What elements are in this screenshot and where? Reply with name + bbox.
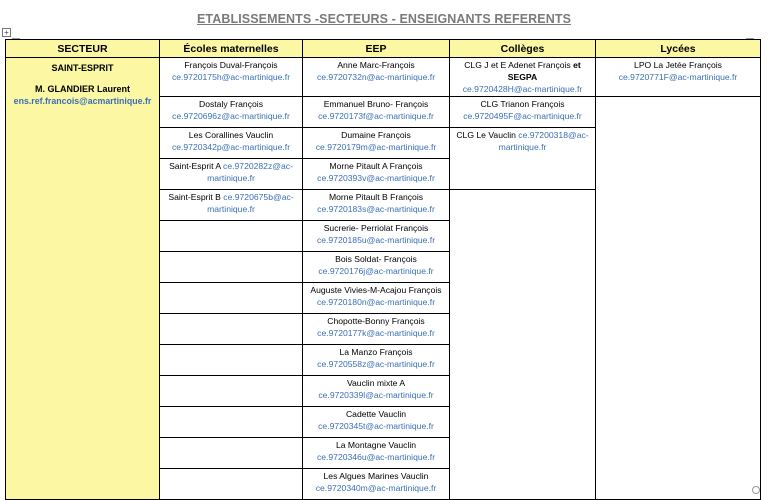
lycee-cell <box>596 58 761 97</box>
school-name: Morne Pitault A François <box>329 161 423 171</box>
header-maternelles: Écoles maternelles <box>160 40 303 58</box>
referent-email-link[interactable]: ens.ref.francois@acmartinique.fr <box>13 96 152 106</box>
school-name: Les Algues Marines Vauclin <box>323 471 429 481</box>
maternelle-empty-cell <box>160 407 303 438</box>
maternelle-cell <box>160 159 303 190</box>
school-name: Saint-Esprit B <box>168 192 221 202</box>
school-name: Cadette Vauclin <box>345 409 407 419</box>
document-title: ETABLISSEMENTS -SECTEURS - ENSEIGNANTS REFERENTS <box>196 12 572 26</box>
school-email-link[interactable]: ce.9720771F@ac-martinique.fr <box>618 72 738 82</box>
header-secteur: SECTEUR <box>6 40 160 58</box>
maternelle-empty-cell <box>160 438 303 469</box>
school-email-link[interactable]: ce.9720183s@ac-martinique.fr <box>317 204 435 214</box>
header-row <box>6 40 761 58</box>
school-email-link[interactable]: ce.9720345t@ac-martinique.fr <box>318 421 434 431</box>
eep-cell <box>303 159 450 190</box>
school-email-link[interactable]: ce.9720558z@ac-martinique.fr <box>317 359 435 369</box>
header-lycees: Lycées <box>596 40 761 58</box>
school-name: Vauclin mixte A <box>346 378 406 388</box>
school-email-link[interactable]: ce.9720342p@ac-martinique.fr <box>171 142 291 152</box>
school-name: François Duval-François <box>184 60 278 70</box>
school-name: Bois Soldat- François <box>335 254 417 264</box>
eep-cell <box>303 252 450 283</box>
school-name: Saint-Esprit A <box>169 161 221 171</box>
maternelle-cell <box>160 190 303 221</box>
maternelle-empty-cell <box>160 283 303 314</box>
school-name: LPO La Jetée François <box>634 60 722 70</box>
school-name: La Montagne Vauclin <box>335 440 417 450</box>
referent-name: M. GLANDIER Laurent <box>34 84 130 94</box>
school-email-link[interactable]: ce.9720185u@ac-martinique.fr <box>316 235 436 245</box>
school-name-suffix: et SEGPA <box>507 60 581 82</box>
lycee-empty-cell <box>596 97 761 500</box>
eep-cell <box>303 221 450 252</box>
school-email-link[interactable]: ce.9720696z@ac-martinique.fr <box>172 111 290 121</box>
school-name: Dostaly François <box>199 99 263 109</box>
school-name: Auguste Vivies-M-Acajou François <box>310 285 442 295</box>
eep-cell <box>303 345 450 376</box>
school-name: Anne Marc-François <box>337 60 415 70</box>
school-name: CLG Trianon François <box>480 99 565 109</box>
college-cell <box>450 128 596 190</box>
school-email-link[interactable]: ce.9720180n@ac-martinique.fr <box>316 297 436 307</box>
school-email-link[interactable]: ce.9720177k@ac-martinique.fr <box>317 328 435 338</box>
college-empty-cell <box>450 190 596 500</box>
school-name: Chopotte-Bonny François <box>327 316 425 326</box>
school-email-link[interactable]: ce.9720176j@ac-martinique.fr <box>318 266 434 276</box>
school-name: Sucrerie- Perriolat François <box>323 223 429 233</box>
eep-cell <box>303 58 450 97</box>
eep-cell <box>303 376 450 407</box>
maternelle-empty-cell <box>160 345 303 376</box>
sector-name: SAINT-ESPRIT <box>51 63 114 73</box>
school-name: Morne Pitault B François <box>328 192 424 202</box>
school-email-link[interactable]: ce.9720495F@ac-martinique.fr <box>463 111 582 121</box>
college-cell <box>450 58 596 97</box>
eep-cell <box>303 97 450 128</box>
eep-cell <box>303 190 450 221</box>
eep-cell <box>303 407 450 438</box>
school-email-link[interactable]: ce.9720179m@ac-martinique.fr <box>315 142 437 152</box>
school-email-link[interactable]: ce.9720282z@ac-martinique.fr <box>207 161 293 183</box>
school-email-link[interactable]: ce.9720393v@ac-martinique.fr <box>317 173 435 183</box>
school-name: Les Corallines Vauclin <box>188 130 274 140</box>
header-colleges: Collèges <box>450 40 596 58</box>
table-row <box>6 58 761 97</box>
maternelle-empty-cell <box>160 221 303 252</box>
school-email-link[interactable]: ce.9720339l@ac-martinique.fr <box>318 390 434 400</box>
maternelle-cell <box>160 97 303 128</box>
maternelle-empty-cell <box>160 314 303 345</box>
college-cell <box>450 97 596 128</box>
school-email-link[interactable]: ce.9720675b@ac-martinique.fr <box>207 192 294 214</box>
eep-cell <box>303 283 450 314</box>
maternelle-empty-cell <box>160 376 303 407</box>
maternelle-cell <box>160 58 303 97</box>
school-name: Dumaine François <box>341 130 411 140</box>
school-name: CLG Le Vauclin <box>456 130 516 140</box>
eep-cell <box>303 314 450 345</box>
eep-cell <box>303 438 450 469</box>
establishments-table <box>5 39 761 500</box>
school-email-link[interactable]: ce.9720732n@ac-martinique.fr <box>316 72 436 82</box>
sector-cell <box>6 58 160 500</box>
school-name: La Manzo François <box>339 347 413 357</box>
maternelle-empty-cell <box>160 252 303 283</box>
school-email-link[interactable]: ce.9720173f@ac-martinique.fr <box>318 111 434 121</box>
school-email-link[interactable]: ce.97200318@ac-martinique.fr <box>498 130 589 152</box>
school-email-link[interactable]: ce.9720346u@ac-martinique.fr <box>316 452 436 462</box>
table-move-handle-icon[interactable]: + <box>2 28 11 37</box>
header-eep: EEP <box>303 40 450 58</box>
school-name: CLG J et E Adenet François <box>464 60 571 70</box>
school-email-link[interactable]: ce.9720175h@ac-martinique.fr <box>171 72 291 82</box>
school-email-link[interactable]: ce.9720428H@ac-martinique.fr <box>462 84 583 94</box>
school-name: Emmanuel Bruno- François <box>323 99 429 109</box>
school-email-link[interactable]: ce.9720340m@ac-martinique.fr <box>315 483 437 493</box>
maternelle-cell <box>160 128 303 159</box>
eep-cell <box>303 128 450 159</box>
